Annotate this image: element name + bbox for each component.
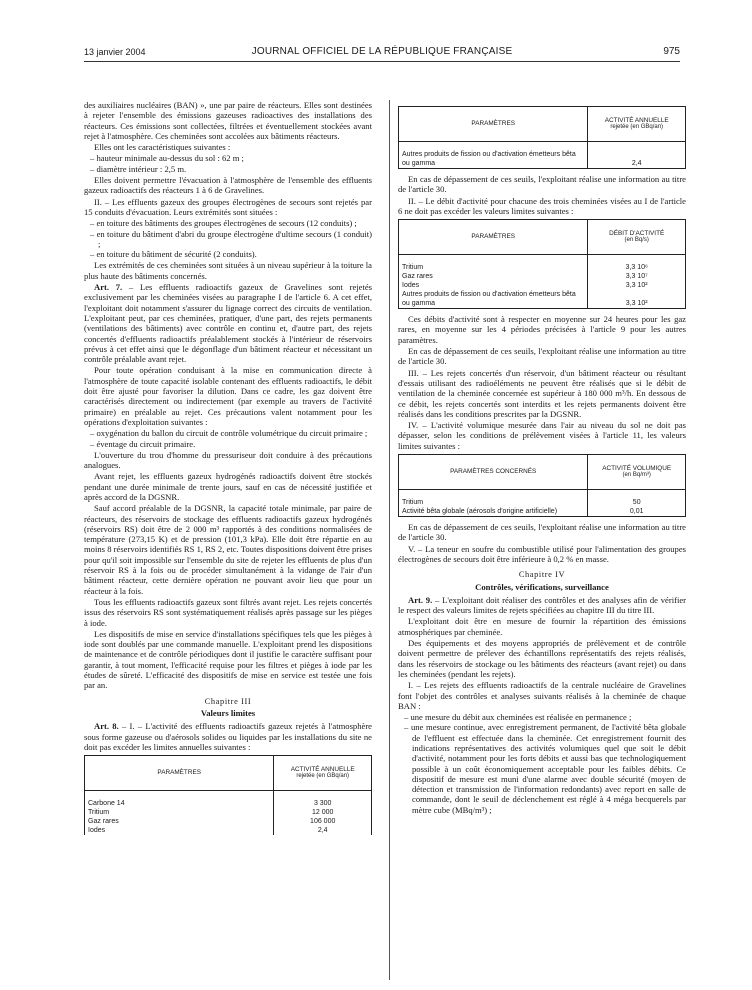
header-title: JOURNAL OFFICIEL DE LA RÉPUBLIQUE FRANÇAISE [251, 46, 513, 57]
paragraph: Sauf accord préalable de la DGSNR, la capacité totale minimale, par paire de réacteurs, des réservoirs de stockage des effluents radioactifs gazeux hydrogénés (réservoirs RS) doit être de 2 000 m³ rapportés à des conditions normalisées de température (273,15 K) et de pression (101,3 kPa). Elle doit être répartie en au moins 8 réservoirs identifiés RS 1, RS 2, etc. Toutes dispositions doivent être prises pour qu'il soit impossible sur l'ensemble du site de rejeter les effluents de plus d'un réservoir RS à la fois ou de procéder simultanément à la vidange de l'air d'un bâtiment réacteur, cette dernière opération ne pouvant avoir lieu que pour un réacteur à la fois. [84, 503, 372, 596]
paragraph: II. – Le débit d'activité pour chacune des trois cheminées visées au I de l'article 6 ne doit pas excéder les valeurs limites suivantes : [398, 195, 686, 216]
list-item: – diamètre intérieur : 2,5 m. [90, 163, 187, 174]
value-cell: 12 000 [274, 808, 372, 817]
list-item: – en toiture du bâtiment d'abri du groupe électrogène d'ultime secours (1 conduit) ; [90, 228, 372, 249]
annual-activity-table [84, 755, 372, 835]
table-row [399, 272, 686, 281]
chapter-title: Contrôles, vérifications, surveillance [475, 581, 609, 592]
article-label: Art. 7. [94, 282, 123, 293]
paragraph: Les dispositifs de mise en service d'installations spécifiques tels que les pièges à iode sont doublés par une commande manuelle. L'exploitant prend les dispositions de maintenance et de contrôle périodiques dont il justifie le caractère suffisant pour garantir, à tout moment, l'efficacité requise pour les filtres et pièges à iode par les études de sûreté. L'efficacité des dispositifs de mise en service est testée une fois par an. [84, 628, 372, 691]
value-cell: 3,3 10² [588, 281, 686, 290]
paragraph: IV. – L'activité volumique mesurée dans l'air au niveau du sol ne doit pas dépasser, selon les conditions de prélèvement visées à l'article 11, les valeurs limites suivantes : [398, 420, 686, 451]
annual-activity-table-continued [398, 106, 686, 169]
column-header: ACTIVITÉ ANNUELLE rejetée (en GBq/an) [588, 107, 686, 142]
paragraph: III. – Les rejets concertés d'un réservoir, d'un bâtiment réacteur ou résultant d'essais utilisant des radioéléments ne peuvent être réalisés que si le débit de ventilation de la cheminée concernée est supérieur à 180 000 m³/h. En dessous de ce débit, les rejets concertés sont interdits et les rejets permanents doivent être réalisés dans les conditions prescrites par la DGSNR. [398, 367, 686, 419]
chapter-title: Valeurs limites [200, 707, 256, 718]
dash-list [84, 218, 372, 259]
paragraph: I. – Les rejets des effluents radioactifs de la centrale nucléaire de Gravelines font l'objet des contrôles et analyses suivants réalisés à la cheminée de chaque BAN : [398, 680, 686, 711]
column-header: ACTIVITÉ ANNUELLE rejetée (en GBq/an) [274, 756, 372, 791]
param-cell: Tritium [399, 498, 588, 507]
paragraph: II. – Les effluents gazeux des groupes électrogènes de secours sont rejetés par 15 conduits d'évacuation. Leurs extrémités sont situées : [84, 196, 372, 217]
right-column [398, 100, 686, 816]
param-cell: Autres produits de fission ou d'activation émetteurs bêta ou gamma [399, 290, 588, 309]
volumic-activity-table [398, 454, 686, 517]
article-text: – Les effluents radioactifs gazeux de Gravelines sont rejetés exclusivement par les cheminées visées au paragraphe I de l'article 6. A cet effet, l'exploitant doit notamment s'assurer du lignage correct des circuits de ventilation. L'exploitant peut, par ces cheminées, pratiquer, d'une part, des rejets permanents (ventilations des bâtiments) avec contrôle en continu et, d'autre part, des rejets concertés d'effluents radioactifs préalablement stockés à l'intérieur de réservoirs prévus à cet effet ainsi que le dégonflage d'un bâtiment réacteur et nécessitant un contrôle préalable avant rejet. [84, 282, 373, 365]
param-cell: Iodes [399, 281, 588, 290]
paragraph: des auxiliaires nucléaires (BAN) », une par paire de réacteurs. Elles sont destinées à rejeter l'ensemble des émissions gazeuses radioactives des installations des réacteurs. Ces émissions sont collectées, filtrées et éventuellement stockées avant rejet à l'atmosphère. Ces cheminées sont accolées aux bâtiments réacteurs. [84, 100, 372, 141]
table-row [399, 263, 686, 272]
paragraph: Ces débits d'activité sont à respecter en moyenne sur 24 heures pour les gaz rares, en moyenne sur les 4 périodes précisées à l'article 9 pour les autres paramètres. [398, 314, 686, 345]
page-number: 975 [663, 46, 680, 57]
dash-list [84, 153, 372, 174]
table-row [399, 498, 686, 507]
value-cell: 0,01 [588, 507, 686, 517]
table-row [399, 290, 686, 309]
dash-list [398, 712, 686, 815]
paragraph: Avant rejet, les effluents gazeux hydrogénés radioactifs doivent être stockés pendant une durée minimale de trente jours, sauf en cas de nécessité justifiée et après accord de la DGSNR. [84, 471, 372, 502]
paragraph: L'exploitant doit être en mesure de fournir la répartition des émissions atmosphériques par cheminée. [398, 616, 686, 637]
paragraph: En cas de dépassement de ces seuils, l'exploitant réalise une information au titre de l'article 30. [398, 346, 686, 367]
article-7 [84, 282, 372, 364]
list-item: – en toiture des bâtiments des groupes électrogènes de secours (12 conduits) ; [90, 218, 357, 229]
column-header: PARAMÈTRES [85, 756, 274, 791]
chapter-heading: Chapitre IV [518, 570, 566, 580]
param-cell: Gaz rares [399, 272, 588, 281]
param-cell: Autres produits de fission ou d'activation émetteurs bêta ou gamma [399, 150, 588, 169]
chapter-heading: Chapitre III [204, 696, 252, 706]
value-cell: 3,3 10⁶ [588, 263, 686, 272]
table-row [399, 507, 686, 517]
column-header: DÉBIT D'ACTIVITÉ (en Bq/s) [588, 220, 686, 255]
article-label: Art. 9. [408, 594, 433, 605]
paragraph: En cas de dépassement de ces seuils, l'exploitant réalise une information au titre de l'article 30. [398, 522, 686, 543]
value-cell: 3 300 [274, 799, 372, 808]
param-cell: Tritium [399, 263, 588, 272]
running-header [84, 45, 680, 62]
value-cell: 2,4 [274, 826, 372, 835]
paragraph: Pour toute opération conduisant à la mise en communication directe à l'atmosphère de toute capacité isolable contenant des effluents radioactifs, le débit doit être ajusté pour favoriser la dilution. Dans ce cadre, les gaz doivent être caractérisés directement ou indirectement (par exemple au travers de l'activité primaire) en préalable au rejet. Ces précautions valent notamment pour les opérations d'exploitation suivantes : [84, 365, 372, 427]
paragraph: Les extrémités de ces cheminées sont situées à un niveau supérieur à la toiture la plus haute des bâtiments concernés. [84, 260, 372, 281]
paragraph: En cas de dépassement de ces seuils, l'exploitant réalise une information au titre de l'article 30. [398, 174, 686, 195]
article-8 [84, 721, 372, 752]
list-item: – en toiture du bâtiment de sécurité (2 conduits). [90, 249, 257, 260]
value-cell: 3,3 10² [588, 290, 686, 309]
table-row [85, 817, 372, 826]
param-cell: Iodes [85, 826, 274, 835]
header-date: 13 janvier 2004 [84, 47, 146, 57]
list-item: – éventage du circuit primaire. [90, 438, 196, 449]
table-row [399, 150, 686, 169]
left-column [84, 100, 372, 840]
paragraph: Tous les effluents radioactifs gazeux sont filtrés avant rejet. Les rejets concertés issus des réservoirs RS sont systématiquement réalisés après passage sur les pièges à iode. [84, 596, 372, 628]
list-item: – hauteur minimale au-dessus du sol : 62 m ; [90, 153, 244, 164]
column-header: ACTIVITÉ VOLUMIQUE (en Bq/m³) [588, 455, 686, 490]
list-item: – oxygénation du ballon du circuit de contrôle volumétrique du circuit primaire ; [90, 428, 368, 439]
paragraph: Elles ont les caractéristiques suivantes : [94, 142, 231, 153]
param-cell: Activité bêta globale (aérosols d'origine artificielle) [399, 507, 588, 517]
paragraph: Elles doivent permettre l'évacuation à l'atmosphère de l'ensemble des effluents gazeux radioactifs des réacteurs 1 à 6 de Gravelines. [84, 175, 372, 196]
paragraph: L'ouverture du trou d'homme du pressuriseur doit conduire à des précautions analogues. [84, 449, 372, 471]
paragraph: Des équipements et des moyens appropriés de prélèvement et de contrôle doivent permettre de prélever des échantillons représentatifs des rejets réalisés, dans les réservoirs de stockage ou les bâtiments des réacteurs (avant rejet) ou dans les cheminées (pendant les rejets). [398, 638, 686, 679]
dash-list [84, 428, 372, 449]
table-row [85, 808, 372, 817]
value-cell: 2,4 [588, 150, 686, 169]
article-text: – L'exploitant doit réaliser des contrôles et des analyses afin de vérifier le respect des valeurs limites de rejets spécifiées au chapitre III du titre III. [398, 594, 687, 616]
param-cell: Carbone 14 [85, 799, 274, 808]
column-header: PARAMÈTRES CONCERNÉS [399, 455, 588, 490]
list-item: – une mesure du débit aux cheminées est réalisée en permanence ; [404, 712, 632, 723]
paragraph: V. – La teneur en soufre du combustible utilisé pour l'alimentation des groupes électrogènes de secours doit être inférieure à 0,2 % en masse. [398, 543, 686, 564]
column-divider [389, 100, 390, 980]
param-cell: Gaz rares [85, 817, 274, 826]
param-cell: Tritium [85, 808, 274, 817]
value-cell: 3,3 10⁷ [588, 272, 686, 281]
table-row [399, 281, 686, 290]
table-row [85, 826, 372, 835]
column-header: PARAMÈTRES [399, 107, 588, 142]
value-cell: 50 [588, 498, 686, 507]
article-9 [398, 595, 686, 616]
column-header: PARAMÈTRES [399, 220, 588, 255]
list-item: – une mesure continue, avec enregistrement permanent, de l'activité bêta globale de l'effluent est effectuée dans la cheminée. Cet enregistrement fournit des indications représentatives des activités volumiques quel que soit le débit d'activité, notamment pour les forts débits et aussi bas que technologiquement possible à un coût économiquement acceptable pour les faibles débits. Ce dispositif de mesure est muni d'une alarme avec double sécurité (moyen de détection et transmission de l'information redondants) avec report en salle de commande, dont le seuil de déclenchement est réglé à 4 méga becquerels par mètre cube (MBq/m³) ; [404, 722, 686, 815]
value-cell: 106 000 [274, 817, 372, 826]
table-row [85, 799, 372, 808]
article-label: Art. 8. [94, 721, 119, 732]
activity-rate-table [398, 219, 686, 309]
article-text: – I. – L'activité des effluents radioactifs gazeux rejetés à l'atmosphère sous forme gazeuse ou d'aérosols solides ou liquides par les installations du site ne doit pas excéder les limites annuelles suivantes : [84, 721, 373, 752]
